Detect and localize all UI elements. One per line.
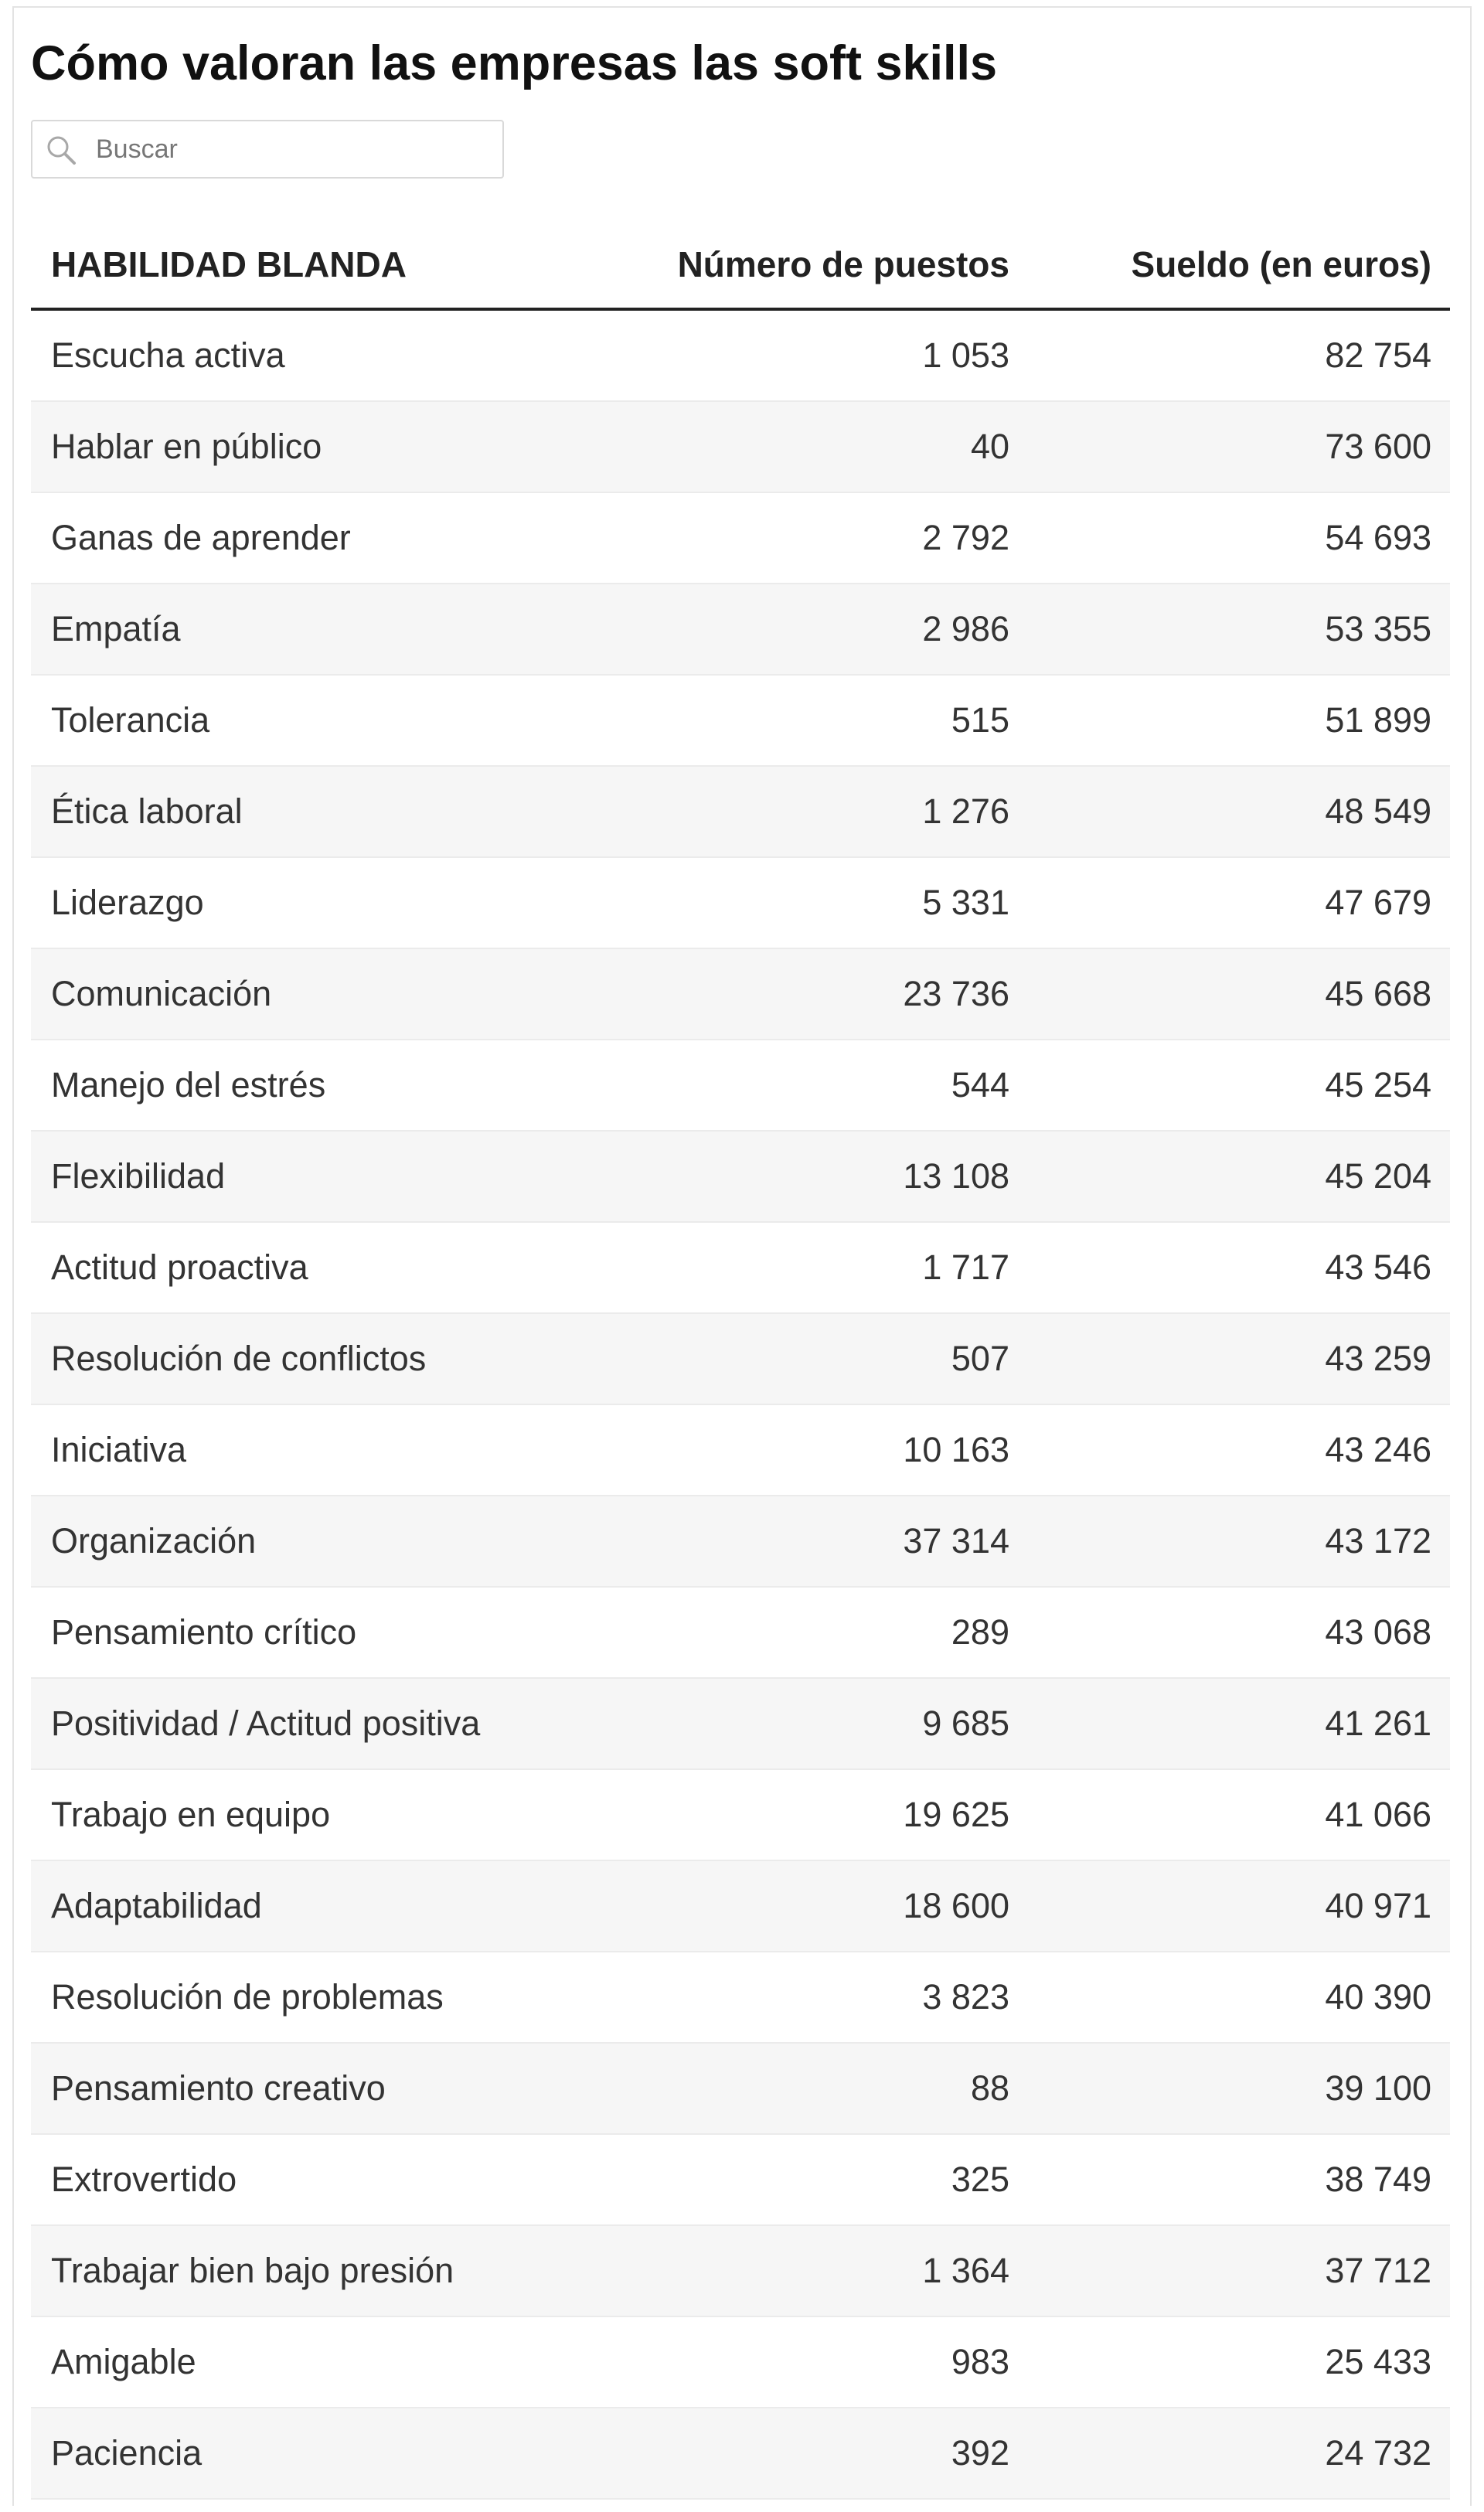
cell-jobs: 392 bbox=[951, 2433, 1009, 2473]
cell-salary: 43 546 bbox=[1325, 1247, 1431, 1287]
cell-salary: 45 204 bbox=[1325, 1156, 1431, 1196]
table-header bbox=[31, 221, 1450, 311]
table-row bbox=[31, 1679, 1450, 1770]
table-row bbox=[31, 676, 1450, 767]
data-table bbox=[31, 221, 1450, 2500]
cell-salary: 47 679 bbox=[1325, 883, 1431, 922]
cell-jobs: 5 331 bbox=[922, 883, 1009, 922]
cell-jobs: 37 314 bbox=[903, 1521, 1009, 1561]
cell-jobs: 1 364 bbox=[922, 2251, 1009, 2290]
cell-skill: Pensamiento creativo bbox=[51, 2068, 386, 2108]
cell-salary: 45 254 bbox=[1325, 1065, 1431, 1105]
cell-jobs: 23 736 bbox=[903, 974, 1009, 1013]
table-row bbox=[31, 1132, 1450, 1223]
cell-salary: 43 172 bbox=[1325, 1521, 1431, 1561]
cell-skill: Iniciativa bbox=[51, 1430, 187, 1469]
cell-skill: Paciencia bbox=[51, 2433, 203, 2473]
cell-skill: Empatía bbox=[51, 609, 181, 648]
search-input[interactable] bbox=[96, 126, 490, 172]
table-row bbox=[31, 2044, 1450, 2135]
table-row bbox=[31, 1496, 1450, 1588]
cell-salary: 41 261 bbox=[1325, 1704, 1431, 1743]
cell-jobs: 1 717 bbox=[922, 1247, 1009, 1287]
cell-skill: Hablar en público bbox=[51, 427, 322, 466]
cell-skill: Ganas de aprender bbox=[51, 518, 351, 557]
cell-salary: 45 668 bbox=[1325, 974, 1431, 1013]
cell-jobs: 983 bbox=[951, 2342, 1009, 2381]
table-row bbox=[31, 1861, 1450, 1952]
cell-skill: Positividad / Actitud positiva bbox=[51, 1704, 481, 1743]
cell-jobs: 88 bbox=[970, 2068, 1009, 2108]
cell-salary: 53 355 bbox=[1325, 609, 1431, 648]
cell-jobs: 507 bbox=[951, 1339, 1009, 1378]
table-row bbox=[31, 949, 1450, 1040]
cell-salary: 24 732 bbox=[1325, 2433, 1431, 2473]
cell-jobs: 1 276 bbox=[922, 791, 1009, 831]
column-header-jobs[interactable]: Número de puestos bbox=[677, 244, 1009, 284]
table-row bbox=[31, 1314, 1450, 1405]
cell-salary: 48 549 bbox=[1325, 791, 1431, 831]
cell-skill: Ética laboral bbox=[51, 791, 243, 831]
table-row bbox=[31, 2317, 1450, 2408]
cell-skill: Adaptabilidad bbox=[51, 1886, 262, 1925]
cell-skill: Trabajar bien bajo presión bbox=[51, 2251, 454, 2290]
cell-skill: Trabajo en equipo bbox=[51, 1795, 331, 1834]
cell-jobs: 544 bbox=[951, 1065, 1009, 1105]
cell-salary: 38 749 bbox=[1325, 2160, 1431, 2199]
table-row bbox=[31, 584, 1450, 676]
cell-salary: 39 100 bbox=[1325, 2068, 1431, 2108]
table-body bbox=[31, 311, 1450, 2500]
cell-skill: Escucha activa bbox=[51, 335, 285, 375]
table-row bbox=[31, 311, 1450, 402]
table-row bbox=[31, 858, 1450, 949]
cell-jobs: 18 600 bbox=[903, 1886, 1009, 1925]
table-row bbox=[31, 1952, 1450, 2044]
cell-skill: Extrovertido bbox=[51, 2160, 237, 2199]
cell-skill: Flexibilidad bbox=[51, 1156, 226, 1196]
cell-jobs: 1 053 bbox=[922, 335, 1009, 375]
table-row bbox=[31, 2226, 1450, 2317]
cell-jobs: 13 108 bbox=[903, 1156, 1009, 1196]
cell-salary: 82 754 bbox=[1325, 335, 1431, 375]
table-row bbox=[31, 493, 1450, 584]
cell-jobs: 3 823 bbox=[922, 1977, 1009, 2017]
cell-salary: 43 246 bbox=[1325, 1430, 1431, 1469]
cell-salary: 25 433 bbox=[1325, 2342, 1431, 2381]
cell-jobs: 19 625 bbox=[903, 1795, 1009, 1834]
cell-jobs: 40 bbox=[970, 427, 1009, 466]
cell-skill: Pensamiento crítico bbox=[51, 1612, 357, 1652]
search-box[interactable] bbox=[31, 120, 504, 179]
cell-skill: Resolución de problemas bbox=[51, 1977, 444, 2017]
cell-salary: 51 899 bbox=[1325, 700, 1431, 740]
cell-salary: 41 066 bbox=[1325, 1795, 1431, 1834]
cell-jobs: 2 986 bbox=[922, 609, 1009, 648]
cell-salary: 43 068 bbox=[1325, 1612, 1431, 1652]
cell-salary: 43 259 bbox=[1325, 1339, 1431, 1378]
search-icon bbox=[43, 132, 79, 168]
cell-skill: Amigable bbox=[51, 2342, 196, 2381]
cell-jobs: 10 163 bbox=[903, 1430, 1009, 1469]
cell-salary: 40 971 bbox=[1325, 1886, 1431, 1925]
column-header-salary[interactable]: Sueldo (en euros) bbox=[1131, 244, 1431, 284]
cell-skill: Organización bbox=[51, 1521, 257, 1561]
cell-salary: 40 390 bbox=[1325, 1977, 1431, 2017]
table-row bbox=[31, 2135, 1450, 2226]
table-row bbox=[31, 1770, 1450, 1861]
table-row bbox=[31, 2408, 1450, 2500]
cell-salary: 73 600 bbox=[1325, 427, 1431, 466]
cell-jobs: 9 685 bbox=[922, 1704, 1009, 1743]
cell-salary: 54 693 bbox=[1325, 518, 1431, 557]
table-row bbox=[31, 1040, 1450, 1132]
cell-skill: Comunicación bbox=[51, 974, 272, 1013]
table-row bbox=[31, 767, 1450, 858]
cell-skill: Liderazgo bbox=[51, 883, 204, 922]
table-row bbox=[31, 1405, 1450, 1496]
column-header-skill[interactable]: HABILIDAD BLANDA bbox=[51, 244, 407, 284]
cell-skill: Actitud proactiva bbox=[51, 1247, 308, 1287]
table-row bbox=[31, 402, 1450, 493]
cell-skill: Resolución de conflictos bbox=[51, 1339, 427, 1378]
cell-jobs: 2 792 bbox=[922, 518, 1009, 557]
cell-skill: Manejo del estrés bbox=[51, 1065, 326, 1105]
cell-salary: 37 712 bbox=[1325, 2251, 1431, 2290]
cell-jobs: 325 bbox=[951, 2160, 1009, 2199]
cell-jobs: 289 bbox=[951, 1612, 1009, 1652]
table-row bbox=[31, 1223, 1450, 1314]
page-title: Cómo valoran las empresas las soft skills bbox=[31, 36, 998, 90]
table-row bbox=[31, 1588, 1450, 1679]
cell-jobs: 515 bbox=[951, 700, 1009, 740]
cell-skill: Tolerancia bbox=[51, 700, 210, 740]
